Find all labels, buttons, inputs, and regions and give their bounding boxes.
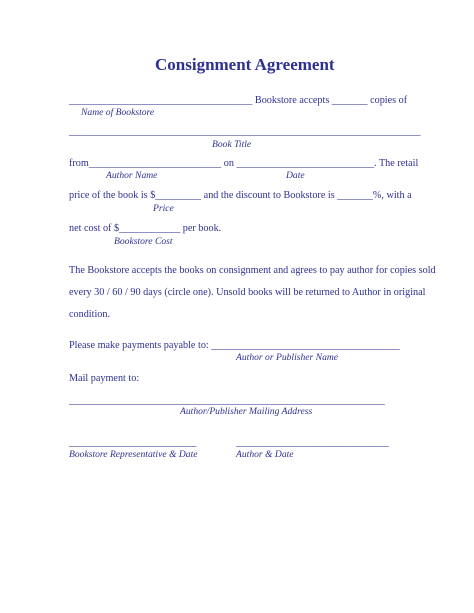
mailing-address-caption: Author/Publisher Mailing Address	[180, 406, 313, 417]
author-date-caption: Author & Date	[236, 449, 294, 460]
author-name-caption: Author Name	[106, 170, 158, 181]
consignment-terms-line-3: condition.	[69, 309, 111, 320]
payments-payable-line: Please make payments payable to: _____________________________________	[69, 340, 400, 351]
bookstore-cost-caption: Bookstore Cost	[114, 236, 173, 247]
from-author-on-date-line: from__________________________ on ___________________________. The retail	[69, 158, 419, 169]
bookstore-representative-date-caption: Bookstore Representative & Date	[69, 449, 198, 460]
date-caption: Date	[286, 170, 305, 181]
mail-payment-to-label: Mail payment to:	[69, 373, 140, 384]
mailing-address-line: ______________________________________________________________	[69, 395, 385, 406]
consignment-terms-line-1: The Bookstore accepts the books on consignment and agrees to pay author for copies sold	[69, 265, 436, 276]
bookstore-accepts-line: ____________________________________ Bookstore accepts _______ copies of	[69, 95, 408, 106]
name-of-bookstore-caption: Name of Bookstore	[81, 107, 155, 118]
page-title: Consignment Agreement	[155, 55, 335, 74]
book-title-caption: Book Title	[212, 139, 252, 150]
author-signature-line: ______________________________	[236, 437, 389, 448]
price-and-discount-line: price of the book is $_________ and the discount to Bookstore is _______%, with a	[69, 190, 412, 201]
bookstore-signature-line: _________________________	[69, 437, 197, 448]
consignment-terms-line-2: every 30 / 60 / 90 days (circle one). Unsold books will be returned to Author in original	[69, 287, 426, 298]
net-cost-line: net cost of $____________ per book.	[69, 223, 222, 234]
price-caption: Price	[153, 203, 174, 214]
book-title-line: _____________________________________________________________________	[69, 126, 421, 137]
author-or-publisher-name-caption: Author or Publisher Name	[236, 352, 339, 363]
